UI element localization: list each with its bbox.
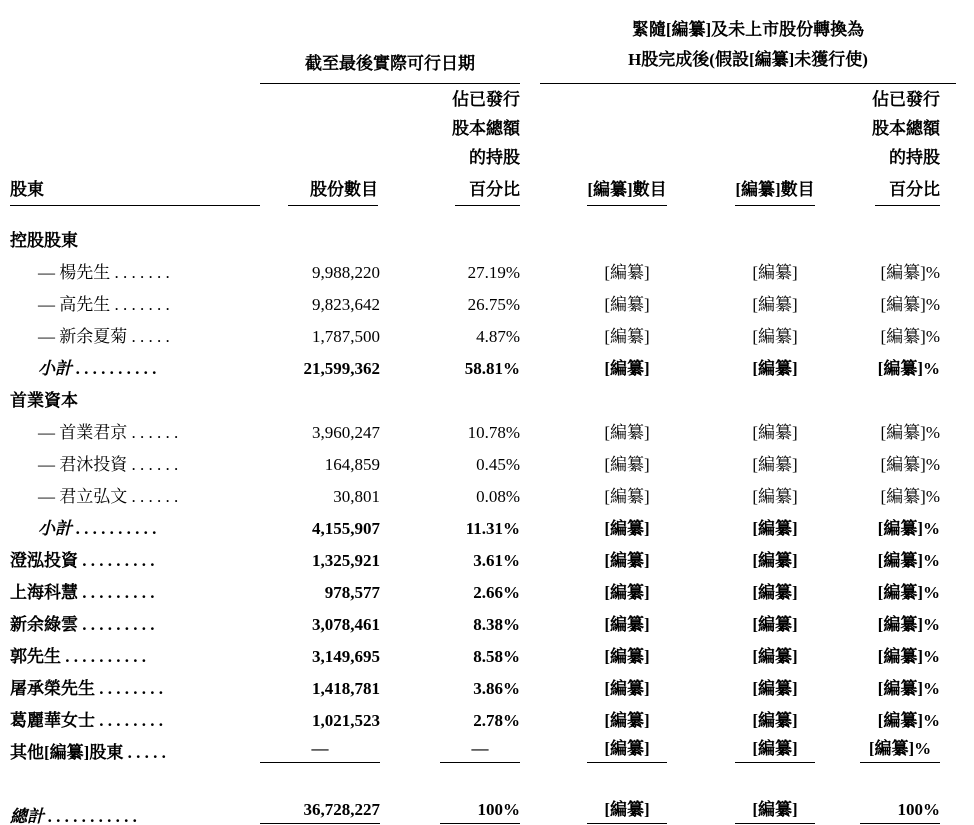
shares-value: 1,418,781 (312, 679, 380, 698)
pct-value (378, 379, 520, 411)
pct2-value: [編纂]% (877, 647, 940, 666)
shares-value: 9,823,642 (312, 295, 380, 314)
pct-value: 26.75% (467, 295, 520, 314)
pct2-value: [編纂]% (880, 487, 940, 506)
shareholder-name: 總計 . . . . . . . . . . . (10, 807, 138, 825)
table-row (10, 283, 956, 315)
shares-value: 36,728,227 (260, 795, 378, 825)
shareholder-name: 澄泓投資 . . . . . . . . . (10, 551, 155, 570)
redacted-value-2: [編纂] (752, 263, 798, 282)
pct-value: 58.81% (464, 359, 520, 378)
column-header-shares: 股份數目 (288, 179, 378, 206)
redacted-value-1: [編纂] (604, 487, 650, 506)
shares-value (260, 379, 378, 411)
redacted-value-1: [編纂] (604, 583, 650, 602)
redacted-value-2: [編纂] (752, 423, 798, 442)
pct-header-stack-2 (840, 84, 956, 172)
pct2-value: [編纂]% (877, 519, 940, 538)
pct2-value: [編纂]% (880, 263, 940, 282)
redacted-value-2: [編纂] (752, 711, 798, 730)
percentage-stack-header-row (10, 84, 956, 172)
table-row (10, 795, 956, 825)
pct-value: — (378, 731, 520, 763)
table-row (10, 667, 956, 699)
table-row (10, 411, 956, 443)
redacted-value-2 (690, 379, 840, 411)
table-row (10, 539, 956, 571)
redacted-value-2: [編纂] (752, 551, 798, 570)
pct2-value: [編纂]% (880, 423, 940, 442)
pct-value: 0.45% (476, 455, 520, 474)
redacted-value-2 (690, 206, 840, 251)
shareholder-name: 首業資本 (10, 391, 78, 410)
shareholder-name: 郭先生 . . . . . . . . . . (10, 647, 146, 666)
pct-value: 8.38% (473, 615, 520, 634)
pct2-value (840, 206, 956, 251)
column-header-redacted-number-2: [編纂]數目 (735, 179, 814, 206)
pct-header-stack-1-line2: 股本總額 (452, 119, 520, 138)
pct2-value: [編纂]% (877, 615, 940, 634)
pct2-value: [編纂]% (880, 295, 940, 314)
redacted-value-2: [編纂] (752, 583, 798, 602)
pct-value: 100% (378, 795, 520, 825)
pct-value: 4.87% (476, 327, 520, 346)
table-row (10, 251, 956, 283)
pct-header-stack-1-line1: 佔已發行 (452, 90, 520, 109)
shares-value: 3,149,695 (312, 647, 380, 666)
column-header-percentage-1: 百分比 (455, 179, 520, 206)
redacted-value-1: [編纂] (604, 647, 650, 666)
redacted-value-2: [編纂] (690, 795, 840, 825)
shareholder-name: 小計 . . . . . . . . . . (38, 359, 157, 378)
redacted-value-2: [編纂] (752, 647, 798, 666)
pct-header-stack-2-line3: 的持股 (889, 148, 940, 167)
redacted-value-2: [編纂] (752, 679, 798, 698)
redacted-value-1 (520, 379, 690, 411)
column-group-post-conversion-line2: H股完成後(假設[編纂]未獲行使) (628, 50, 868, 69)
column-header-redacted-number-1: [編纂]數目 (587, 179, 666, 206)
pct-value: 3.61% (473, 551, 520, 570)
redacted-value-1: [編纂] (604, 711, 650, 730)
pct2-value: [編纂]% (840, 731, 956, 763)
shares-value: 3,960,247 (312, 423, 380, 442)
shares-value: 1,021,523 (312, 711, 380, 730)
pct-value: 8.58% (473, 647, 520, 666)
shareholder-name: 其他[編纂]股東 . . . . . (10, 743, 166, 762)
shareholder-name: 新余綠雲 . . . . . . . . . (10, 615, 155, 634)
redacted-value-2: [編纂] (752, 519, 798, 538)
shares-value: 9,988,220 (312, 263, 380, 282)
shareholder-name: — 君沐投資 . . . . . . (38, 455, 179, 474)
shares-value: — (260, 731, 378, 763)
pct2-value: [編纂]% (877, 679, 940, 698)
pct2-value: [編纂]% (880, 455, 940, 474)
column-header-percentage-2: 百分比 (875, 179, 940, 206)
redacted-value-1: [編纂] (604, 551, 650, 570)
pct2-value: 100% (840, 795, 956, 825)
column-header-row (10, 172, 956, 206)
redacted-value-1: [編纂] (604, 455, 650, 474)
redacted-value-1: [編纂] (604, 263, 650, 282)
pct2-value: [編纂]% (877, 583, 940, 602)
redacted-value-1 (520, 206, 690, 251)
pct2-value: [編纂]% (877, 359, 940, 378)
shareholder-name: 葛麗華女士 . . . . . . . . (10, 711, 163, 730)
shareholder-name: — 楊先生 . . . . . . . (38, 263, 170, 282)
pct-value: 0.08% (476, 487, 520, 506)
column-group-latest-practicable-date-label: 截至最後實際可行日期 (305, 54, 475, 73)
pct-value: 27.19% (467, 263, 520, 282)
shares-value: 4,155,907 (312, 519, 380, 538)
shares-value: 1,787,500 (312, 327, 380, 346)
pct2-value: [編纂]% (877, 711, 940, 730)
pct-header-stack-1-line3: 的持股 (469, 148, 520, 167)
pct2-value: [編纂]% (880, 327, 940, 346)
table-row (10, 699, 956, 731)
shareholder-name: 屠承榮先生 . . . . . . . . (10, 679, 163, 698)
shares-value: 164,859 (324, 455, 380, 474)
redacted-value-1: [編纂] (604, 423, 650, 442)
redacted-value-2: [編纂] (752, 295, 798, 314)
redacted-value-2: [編纂] (752, 359, 798, 378)
redacted-value-1: [編纂] (604, 359, 650, 378)
redacted-value-1: [編纂] (604, 679, 650, 698)
column-group-header-row (10, 6, 956, 84)
pct-value (378, 206, 520, 251)
pct-header-stack-2-line2: 股本總額 (872, 119, 940, 138)
column-header-shareholder: 股東 (10, 179, 44, 199)
pct-value: 10.78% (467, 423, 520, 442)
column-group-latest-practicable-date (260, 6, 520, 84)
shares-value: 978,577 (324, 583, 380, 602)
table-row (10, 731, 956, 763)
shareholder-name: — 首業君京 . . . . . . (38, 423, 179, 442)
shareholder-name: — 新余夏菊 . . . . . (38, 327, 170, 346)
redacted-value-1: [編纂] (604, 295, 650, 314)
redacted-value-2: [編纂] (752, 487, 798, 506)
pct-value: 2.78% (473, 711, 520, 730)
table-row (10, 206, 956, 251)
shares-value: 1,325,921 (312, 551, 380, 570)
shares-value: 21,599,362 (303, 359, 380, 378)
table-row (10, 379, 956, 411)
redacted-value-2: [編纂] (690, 731, 840, 763)
shares-value: 3,078,461 (312, 615, 380, 634)
shares-value (260, 206, 378, 251)
redacted-value-2: [編纂] (752, 455, 798, 474)
redacted-value-2: [編纂] (752, 615, 798, 634)
pct-value: 3.86% (473, 679, 520, 698)
column-group-post-conversion (520, 6, 956, 84)
shareholder-name: — 高先生 . . . . . . . (38, 295, 170, 314)
shareholding-table (10, 6, 956, 825)
table-row (10, 475, 956, 507)
redacted-value-1: [編纂] (604, 519, 650, 538)
table-row (10, 507, 956, 539)
redacted-value-1: [編纂] (520, 795, 690, 825)
redacted-value-1: [編纂] (604, 615, 650, 634)
table-row (10, 571, 956, 603)
pct-header-stack-1 (378, 84, 520, 172)
table-row (10, 763, 956, 795)
table-row (10, 315, 956, 347)
header-spacer-cell (10, 6, 260, 84)
table-row (10, 443, 956, 475)
row-spacer (10, 763, 956, 795)
pct-header-stack-2-line1: 佔已發行 (872, 90, 940, 109)
shareholder-name: 控股股東 (10, 231, 78, 250)
table-row (10, 347, 956, 379)
table-row (10, 603, 956, 635)
pct2-value: [編纂]% (877, 551, 940, 570)
redacted-value-2: [編纂] (752, 327, 798, 346)
shares-value: 30,801 (333, 487, 380, 506)
pct2-value (840, 379, 956, 411)
column-group-post-conversion-line1: 緊隨[編纂]及未上市股份轉換為 (631, 20, 865, 39)
shareholder-name: 小計 . . . . . . . . . . (38, 519, 157, 538)
pct-value: 2.66% (473, 583, 520, 602)
table-row (10, 635, 956, 667)
pct-value: 11.31% (465, 519, 520, 538)
shareholder-name: — 君立弘文 . . . . . . (38, 487, 179, 506)
redacted-value-1: [編纂] (604, 327, 650, 346)
shareholder-name: 上海科慧 . . . . . . . . . (10, 583, 155, 602)
redacted-value-1: [編纂] (520, 731, 690, 763)
